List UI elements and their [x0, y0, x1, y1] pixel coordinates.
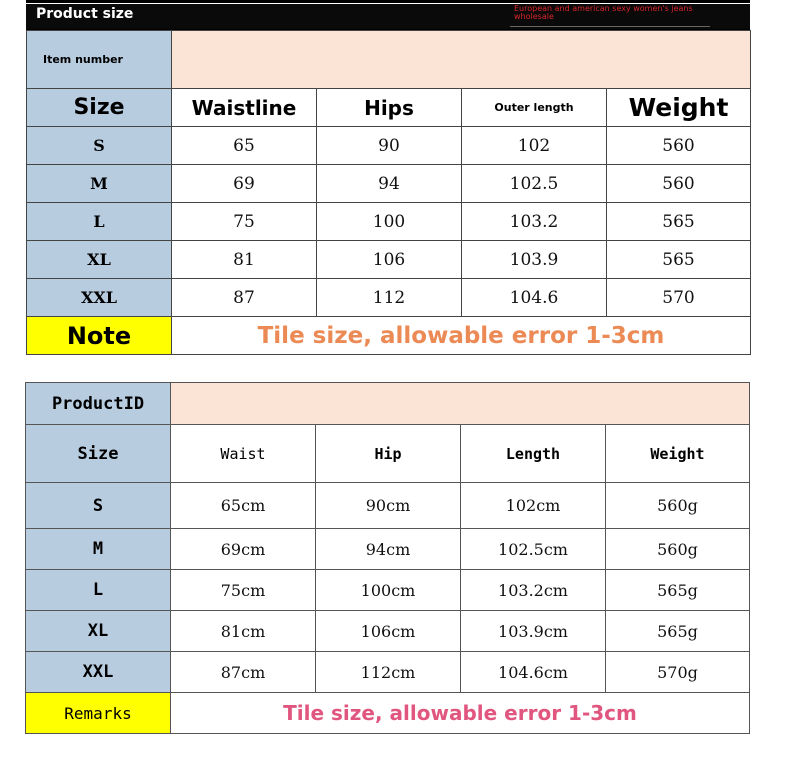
- col-header-waistline: Waistline: [172, 89, 317, 127]
- header-bar: [26, 0, 750, 30]
- product-id-row: [26, 383, 750, 425]
- waistline-cell: 81: [172, 241, 317, 279]
- waistline-cell: 69: [172, 165, 317, 203]
- header-title: Product size: [36, 6, 134, 22]
- size-cell: S: [26, 483, 171, 529]
- header-subtitle: European and american sexy women's jeans wholesale: [514, 4, 693, 21]
- remarks-label: Remarks: [26, 693, 171, 734]
- length-cell: 103.9cm: [461, 611, 606, 652]
- weight-cell: 565g: [606, 611, 750, 652]
- item-number-value: [172, 31, 751, 89]
- product-id-value: [171, 383, 750, 425]
- size-cell: XXL: [26, 652, 171, 693]
- size-cell: XL: [26, 611, 171, 652]
- col-header-hip: Hip: [316, 425, 461, 483]
- outer-length-cell: 103.2: [462, 203, 607, 241]
- size-cell: M: [27, 165, 172, 203]
- note-label: Note: [27, 317, 172, 355]
- weight-cell: 565: [607, 241, 751, 279]
- col-header-size: Size: [26, 425, 171, 483]
- weight-cell: 570: [607, 279, 751, 317]
- note-text: Tile size, allowable error 1-3cm: [172, 317, 751, 355]
- size-cell: L: [27, 203, 172, 241]
- waistline-cell: 65: [172, 127, 317, 165]
- waistline-cell: 75: [172, 203, 317, 241]
- hips-cell: 100: [317, 203, 462, 241]
- col-header-outer-length: Outer length: [462, 89, 607, 127]
- size-table-1: [26, 30, 751, 355]
- outer-length-cell: 102: [462, 127, 607, 165]
- size-cell: XL: [27, 241, 172, 279]
- col-header-weight: Weight: [606, 425, 750, 483]
- weight-cell: 560g: [606, 529, 750, 570]
- col-header-size: Size: [27, 89, 172, 127]
- hip-cell: 100cm: [316, 570, 461, 611]
- table-row: [27, 241, 751, 279]
- table-row: [27, 165, 751, 203]
- item-number-label: Item number: [27, 31, 172, 89]
- table-row: [26, 529, 750, 570]
- weight-cell: 560: [607, 127, 751, 165]
- col-header-hips: Hips: [317, 89, 462, 127]
- outer-length-cell: 102.5: [462, 165, 607, 203]
- remarks-text: Tile size, allowable error 1-3cm: [171, 693, 750, 734]
- remarks-row: [26, 693, 750, 734]
- size-cell: M: [26, 529, 171, 570]
- waist-cell: 65cm: [171, 483, 316, 529]
- table-row: [26, 611, 750, 652]
- table-row: [27, 127, 751, 165]
- weight-cell: 570g: [606, 652, 750, 693]
- waist-cell: 81cm: [171, 611, 316, 652]
- hips-cell: 106: [317, 241, 462, 279]
- table-row: [27, 203, 751, 241]
- table1-header-row: [27, 89, 751, 127]
- waistline-cell: 87: [172, 279, 317, 317]
- length-cell: 102.5cm: [461, 529, 606, 570]
- weight-cell: 565g: [606, 570, 750, 611]
- hip-cell: 90cm: [316, 483, 461, 529]
- outer-length-cell: 103.9: [462, 241, 607, 279]
- length-cell: 103.2cm: [461, 570, 606, 611]
- table-row: [26, 652, 750, 693]
- table-row: [26, 483, 750, 529]
- item-number-row: [27, 31, 751, 89]
- weight-cell: 560: [607, 165, 751, 203]
- length-cell: 104.6cm: [461, 652, 606, 693]
- size-cell: L: [26, 570, 171, 611]
- weight-cell: 560g: [606, 483, 750, 529]
- col-header-weight: Weight: [607, 89, 751, 127]
- waist-cell: 69cm: [171, 529, 316, 570]
- weight-cell: 565: [607, 203, 751, 241]
- col-header-length: Length: [461, 425, 606, 483]
- col-header-waist: Waist: [171, 425, 316, 483]
- note-row: [27, 317, 751, 355]
- size-cell: S: [27, 127, 172, 165]
- hips-cell: 90: [317, 127, 462, 165]
- size-cell: XXL: [27, 279, 172, 317]
- hip-cell: 94cm: [316, 529, 461, 570]
- size-table-2: [25, 382, 750, 734]
- outer-length-cell: 104.6: [462, 279, 607, 317]
- table-row: [26, 570, 750, 611]
- header-divider: [510, 26, 710, 27]
- hips-cell: 94: [317, 165, 462, 203]
- length-cell: 102cm: [461, 483, 606, 529]
- waist-cell: 75cm: [171, 570, 316, 611]
- hip-cell: 106cm: [316, 611, 461, 652]
- table-row: [27, 279, 751, 317]
- hip-cell: 112cm: [316, 652, 461, 693]
- waist-cell: 87cm: [171, 652, 316, 693]
- hips-cell: 112: [317, 279, 462, 317]
- table2-header-row: [26, 425, 750, 483]
- product-id-label: ProductID: [26, 383, 171, 425]
